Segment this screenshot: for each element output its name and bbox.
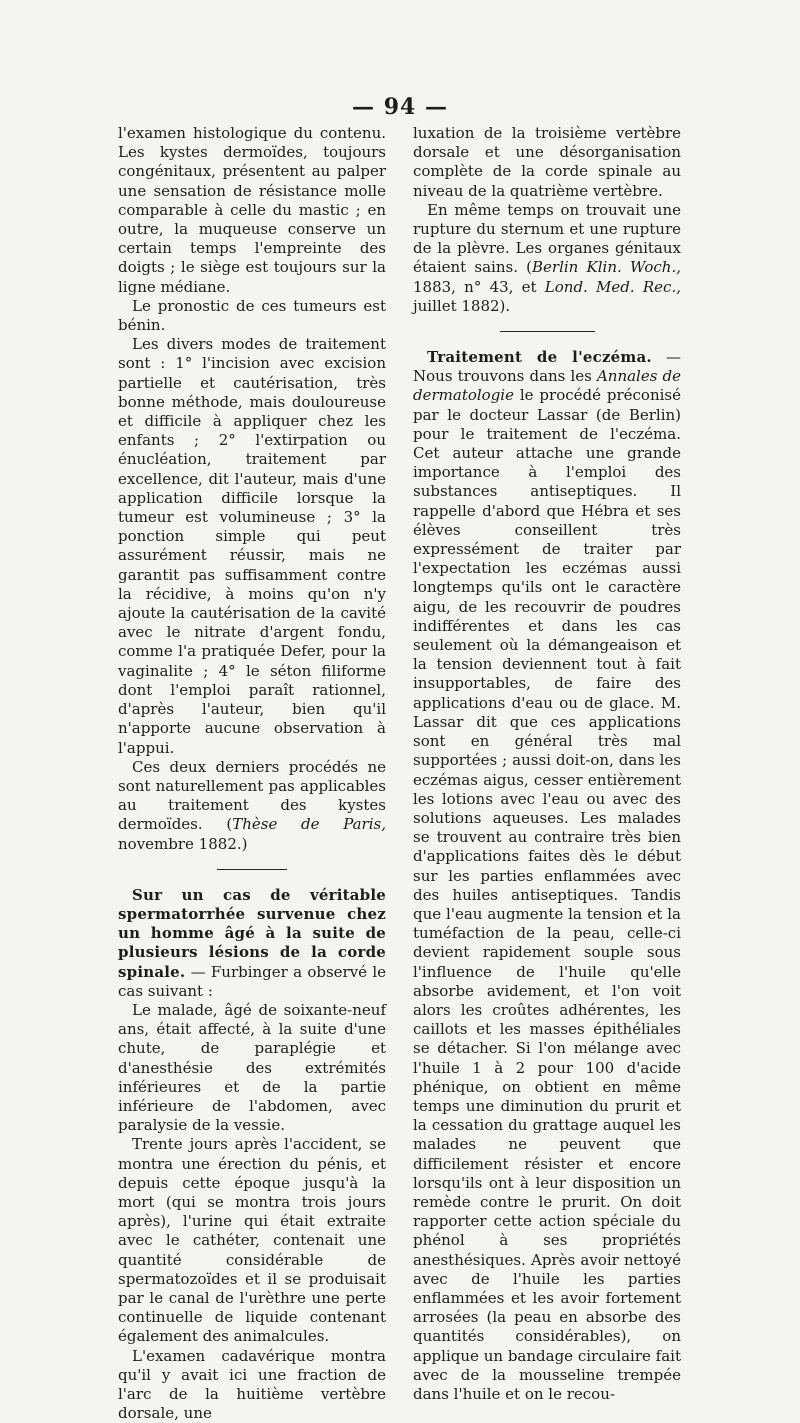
paragraph: luxation de la troisième vertèbre dorsale et une désorganisation complète de la corde spinale au niveau de la quatrième vertèbre.: [413, 124, 681, 200]
section-heading: Traitement de l'eczéma.: [427, 348, 652, 367]
paragraph: [118, 758, 386, 854]
paragraph-text: le procédé préconisé par le docteur Lassar (de Berlin) pour le traitement de l'eczéma. Cet auteur attache une grande importance à l'emploi des substances antiseptiques. Il rappelle d'abord que Hébra et ses élèves conseillent très expressément de traiter par l'expectation les eczémas aussi longtemps qu'ils ont le caractère aigu, de les recouvrir de poudres indifférentes et dans les cas seulement où la démangeaison et la tension deviennent tout à fait insupportables, de faire des applications d'eau ou de glace. M. Lassar dit que ces applications sont en général très mal supportées ; aussi doit-on, dans les eczémas aigus, cesser entièrement les lotions avec l'eau ou avec des solutions aqueuses. Les malades se trouvent au contraire très bien d'applications faites dès le début sur les parties enflammées avec des huiles antiseptiques. Tandis que l'eau augmente la tension et la tuméfaction de la peau, celle-ci devient rapidement souple sous l'influence de l'huile qu'elle absorbe avidement, et l'on voit alors les croûtes adhérentes, les caillots et les masses épithéliales se détacher. Si l'on mélange avec l'huile 1 à 2 pour 100 d'acide phénique, on obtient en même temps une diminution du prurit et la cessation du grattage auquel les malades ne peuvent que difficilement résister et encore lorsqu'ils ont à leur disposition un remède contre le prurit. On doit rapporter cette action spéciale du phénol à ses propriétés anesthésiques. Après avoir nettoyé avec de l'huile les parties enflammées et les avoir fortement arrosées (la peau en absorbe des quantités considérables), on applique un bandage circulaire fait avec de la mousseline trempée dans l'huile et on le recou-: [413, 386, 681, 1403]
section-heading-paragraph: [413, 348, 681, 1404]
paragraph-text: novembre 1882.): [118, 834, 248, 853]
section-divider: [217, 869, 287, 870]
paragraph: l'examen histologique du contenu. Les kystes dermoïdes, toujours congénitaux, présentent au palper une sensation de résistance molle comparable à celle du mastic ; en outre, la muqueuse conserve un certain temps l'empreinte des doigts ; le siège est toujours sur la ligne médiane.: [118, 124, 386, 296]
paragraph-text: En même temps on trouvait une rupture du sternum et une rupture de la plèvre. Les organes génitaux étaient sains. (: [413, 200, 681, 277]
paragraph: L'examen cadavérique montra qu'il y avait ici une fraction de l'arc de la huitième vertèbre dorsale, une: [118, 1346, 386, 1423]
left-column: [118, 124, 386, 1423]
paragraph-text: — Nous trouvons dans les: [413, 348, 681, 386]
section-divider: [500, 331, 595, 332]
section-heading: Sur un cas de véritable spermatorrhée survenue chez un homme âgé à la suite de plusieurs lésions de la corde spinale.: [118, 885, 386, 981]
paragraph: [413, 201, 681, 316]
section-heading-paragraph: [118, 886, 386, 1001]
source-citation: Thèse de Paris,: [232, 815, 386, 834]
paragraph: Le malade, âgé de soixante-neuf ans, était affecté, à la suite d'une chute, de paraplégie et d'anesthésie des extrémités inférieures et de la partie inférieure de l'abdomen, avec paralysie de la vessie.: [118, 1000, 386, 1135]
right-column: [413, 124, 681, 1404]
paragraph-text: — Furbinger a observé le cas suivant :: [118, 962, 386, 1000]
source-citation: Lond. Med. Rec.,: [544, 277, 681, 296]
paragraph-text: juillet 1882).: [413, 296, 511, 315]
source-citation: Berlin Klin. Woch.,: [532, 258, 681, 277]
paragraph-text: 1883, n° 43, et: [413, 277, 545, 296]
journal-title: Annales de dermatologie: [413, 367, 682, 405]
paragraph: Le pronostic de ces tumeurs est bénin.: [118, 296, 386, 335]
paragraph-text: Ces deux derniers procédés ne sont naturellement pas applicables au traitement des kystes dermoïdes. (: [118, 757, 386, 834]
paragraph: Les divers modes de traitement sont : 1° l'incision avec excision partielle et cautérisation, très bonne méthode, mais douloureuse et difficile à appliquer chez les enfants ; 2° l'extirpation ou énucléation, traitement par excellence, dit l'auteur, mais d'une application difficile lorsque la tumeur est volumineuse ; 3° la ponction simple qui peut assurément réussir, mais ne garantit pas suffisamment contre la récidive, à moins qu'on n'y ajoute la cautérisation de la cavité avec le nitrate d'argent fondu, comme l'a pratiquée Defer, pour la vaginalite ; 4° le séton filiforme dont l'emploi paraît rationnel, d'après l'auteur, bien qu'il n'apporte aucune observation à l'appui.: [118, 335, 386, 757]
paragraph: Trente jours après l'accident, se montra une érection du pénis, et depuis cette époque jusqu'à la mort (qui se montra trois jours après), l'urine qui était extraite avec le cathéter, contenait une quantité considérable de spermatozoïdes et il se produisait par le canal de l'urèthre une perte continuelle de liquide contenant également des animalcules.: [118, 1135, 386, 1346]
page-number: — 94 —: [352, 94, 448, 120]
